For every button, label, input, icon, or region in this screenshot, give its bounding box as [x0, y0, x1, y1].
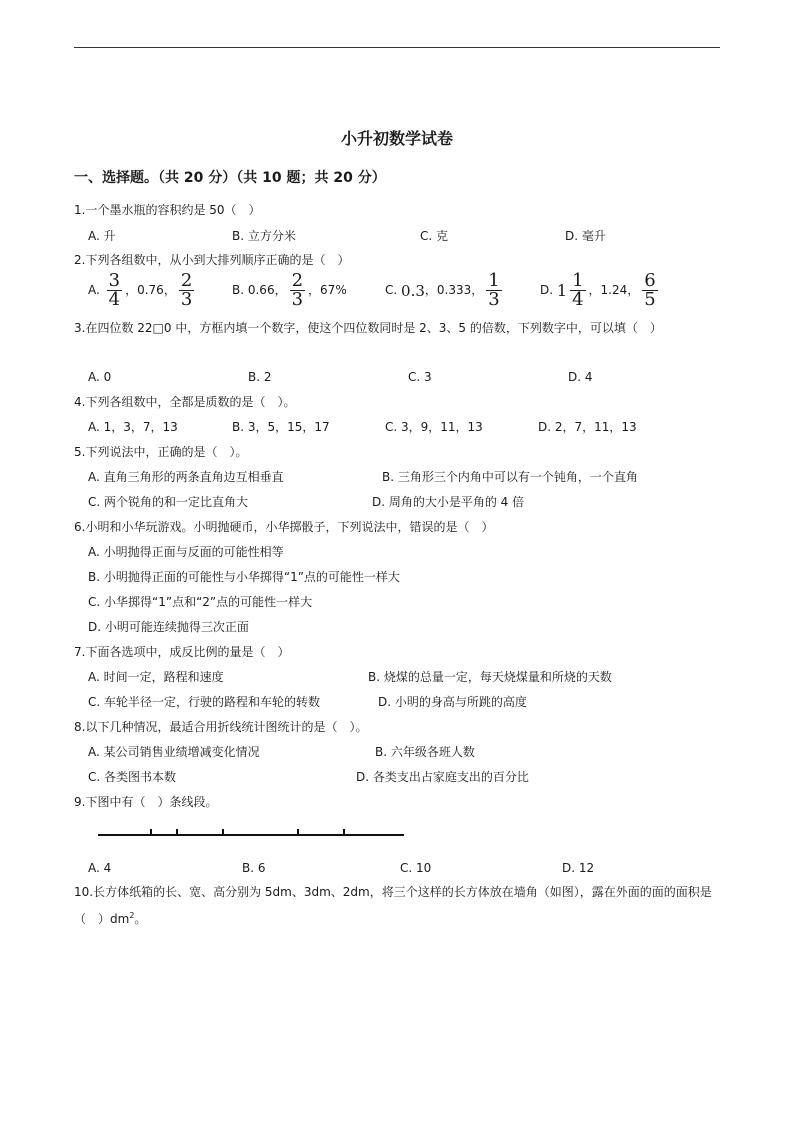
q8-option-c[interactable]: C. 各类图书本数 [88, 770, 177, 784]
q6-option-a[interactable]: A. 小明抛得正面与反面的可能性相等 [88, 545, 284, 559]
mixed-number-whole: 1 [556, 280, 568, 300]
q3-option-c[interactable]: C. 3 [408, 370, 432, 384]
q2-option-a[interactable]: A. $\frac{3}{4}$ ，0.76， $\frac{2}{3}$ [88, 270, 193, 310]
q3-option-d[interactable]: D. 4 [568, 370, 593, 384]
question-2: 2.下列各组数中，从小到大排列顺序正确的是（ ） [74, 253, 350, 267]
question-3: 3.在四位数 22□0 中，方框内填一个数字，使这个四位数同时是 2、3、5 的倍数，下列数字中，可以填（ ） [74, 321, 662, 335]
q5-option-a[interactable]: A. 直角三角形的两条直角边互相垂直 [88, 470, 284, 484]
question-4: 4.下列各组数中，全都是质数的是（ ）。 [74, 395, 296, 409]
q6-option-d[interactable]: D. 小明可能连续抛得三次正面 [88, 620, 249, 634]
page-title: 小升初数学试卷 [340, 129, 453, 148]
q3-option-b[interactable]: B. 2 [248, 370, 272, 384]
q5-option-d[interactable]: D. 周角的大小是平角的 4 倍 [372, 495, 525, 509]
q6-option-c[interactable]: C. 小华掷得“1”点和“2”点的可能性一样大 [88, 595, 313, 609]
q3-option-a[interactable]: A. 0 [88, 370, 112, 384]
q2-option-c[interactable]: C. 0.3，0.333， $\frac{1}{3}$ [385, 270, 500, 310]
fraction: $\frac{1}{3}$ [488, 270, 500, 310]
q4-option-b[interactable]: B. 3，5，15，17 [232, 420, 330, 434]
section-heading: 一、选择题。（共 20 分）（共 10 题；共 20 分） [74, 170, 386, 186]
q7-option-a[interactable]: A. 时间一定，路程和速度 [88, 670, 224, 684]
q2-option-d[interactable]: D. 1 $\frac{1}{4}$ ，1.24， $\frac{6}{5}$ [540, 270, 656, 310]
question-10: 10.长方体纸箱的长、宽、高分别为 5dm、3dm、2dm，将三个这样的长方体放在墙角（如图），露在外面的面的面积是（ ）$dm^2$。 [74, 885, 712, 926]
question-6: 6.小明和小华玩游戏。小明抛硬币，小华掷骰子，下列说法中，错误的是（ ） [74, 520, 494, 534]
question-1: 1.一个墨水瓶的容积约是 50（ ） [74, 203, 261, 217]
q4-option-c[interactable]: C. 3，9，11，13 [385, 420, 483, 434]
fraction: $\frac{3}{4}$ [108, 270, 121, 310]
q1-option-a[interactable]: A. 升 [88, 229, 116, 243]
q4-option-a[interactable]: A. 1，3，7，13 [88, 420, 178, 434]
repeating-decimal: 0.3 [401, 281, 425, 300]
fraction: $\frac{1}{4}$ [572, 270, 584, 310]
q7-option-b[interactable]: B. 烧煤的总量一定，每天烧煤量和所烧的天数 [368, 670, 612, 684]
q6-option-b[interactable]: B. 小明抛得正面的可能性与小华掷得“1”点的可能性一样大 [88, 570, 400, 584]
q9-option-c[interactable]: C. 10 [400, 861, 432, 875]
q8-option-b[interactable]: B. 六年级各班人数 [375, 745, 475, 759]
q7-option-d[interactable]: D. 小明的身高与所跳的高度 [378, 695, 527, 709]
q4-option-d[interactable]: D. 2，7，11，13 [538, 420, 637, 434]
question-5: 5.下列说法中，正确的是（ ）。 [74, 445, 248, 459]
line-segment-figure [96, 826, 408, 842]
q5-option-b[interactable]: B. 三角形三个内角中可以有一个钝角，一个直角 [382, 470, 638, 484]
q1-option-b[interactable]: B. 立方分米 [232, 229, 296, 243]
q5-option-c[interactable]: C. 两个锐角的和一定比直角大 [88, 495, 249, 509]
question-8: 8.以下几种情况，最适合用折线统计图统计的是（ ）。 [74, 720, 368, 734]
q2-option-b[interactable]: B. 0.66， $\frac{2}{3}$ ，67% [232, 270, 347, 310]
fraction: $\frac{2}{3}$ [291, 270, 304, 310]
question-7: 7.下面各选项中，成反比例的量是（ ） [74, 645, 290, 659]
q9-option-b[interactable]: B. 6 [242, 861, 266, 875]
q8-option-d[interactable]: D. 各类支出占家庭支出的百分比 [356, 770, 529, 784]
fraction: $\frac{6}{5}$ [644, 270, 656, 310]
fraction: $\frac{2}{3}$ [180, 270, 193, 310]
q1-option-c[interactable]: C. 克 [420, 229, 449, 243]
q8-option-a[interactable]: A. 某公司销售业绩增减变化情况 [88, 745, 260, 759]
q1-option-d[interactable]: D. 毫升 [565, 229, 606, 243]
header-rule [74, 47, 720, 48]
question-9: 9.下图中有（ ）条线段。 [74, 795, 218, 809]
q7-option-c[interactable]: C. 车轮半径一定，行驶的路程和车轮的转数 [88, 695, 321, 709]
q9-option-d[interactable]: D. 12 [562, 861, 595, 875]
q9-option-a[interactable]: A. 4 [88, 861, 112, 875]
